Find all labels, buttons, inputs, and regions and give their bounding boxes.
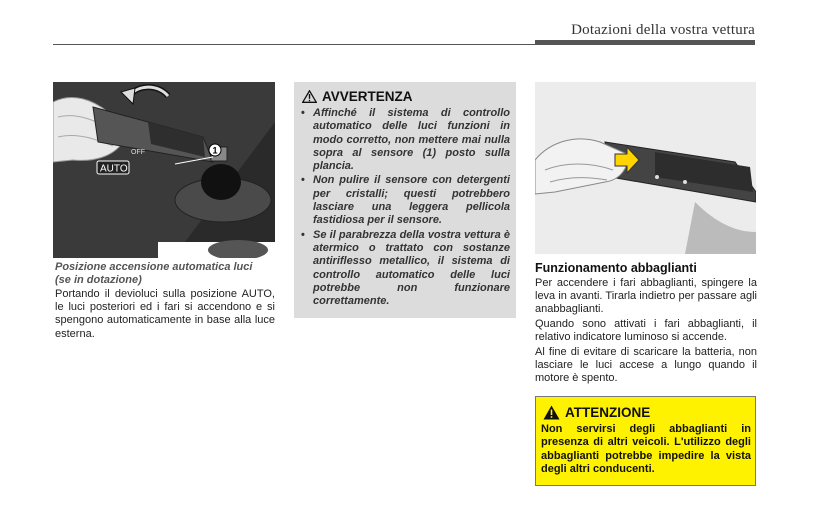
auto-light-figure	[53, 82, 275, 258]
warning-item: • Affinché il sistema di controllo automatico delle luci funzioni in modo corretto, non mettere mai nulla sopra al sensore (1) posto sulla plancia.	[300, 107, 510, 173]
figure-caption-title	[55, 261, 275, 287]
section-paragraph: Per accendere i fari abbaglianti, spingere la leva in avanti. Tirarla indietro per passare agli anabbaglianti.	[535, 277, 757, 315]
warning-triangle-icon	[302, 90, 317, 103]
attention-title: ATTENZIONE	[565, 405, 651, 420]
warning-heading	[302, 89, 413, 104]
warning-title: AVVERTENZA	[322, 89, 413, 104]
caption-title-line1: Posizione accensione automatica luci	[55, 261, 253, 273]
page-header-title: Dotazioni della vostra vettura	[571, 22, 755, 38]
header-bar	[535, 40, 755, 45]
warning-item: • Non pulire il sensore con detergenti per cristalli; questi potrebbero lasciare una leggera pellicola fastidiosa per il sensore.	[300, 174, 510, 227]
warning-list	[300, 107, 510, 309]
attention-triangle-icon	[543, 405, 560, 420]
callout-number: 1	[212, 145, 218, 156]
attention-text: Non servirsi degli abbaglianti in presenza di altri veicoli. L'utilizzo degli abbaglianti potrebbe impedire la vista degli altri conducenti.	[541, 423, 751, 475]
svg-text:OFF: OFF	[131, 149, 145, 156]
section-paragraph: Al fine di evitare di scaricare la batteria, non lasciare le luci accese a lungo quando il motore è spento.	[535, 346, 757, 384]
high-beam-figure	[535, 82, 756, 254]
auto-label: AUTO	[100, 163, 128, 175]
attention-heading	[543, 405, 650, 420]
section-body	[535, 277, 757, 387]
section-title: Funzionamento abbaglianti	[535, 261, 697, 275]
section-paragraph: Quando sono attivati i fari abbaglianti, il relativo indicatore luminoso si accende.	[535, 318, 757, 343]
caption-title-line2: (se in dotazione)	[55, 274, 142, 286]
figure-caption-body: Portando il devioluci sulla posizione AUTO, le luci posteriori ed i fari si accendono e si spengono automaticamente in base alla luce esterna.	[55, 288, 275, 340]
warning-item: • Se il parabrezza della vostra vettura è atermico o trattato con sostanze antiriflesso metallico, il sistema di controllo automatico delle luci potrebbe non funzionare correttamente.	[300, 229, 510, 309]
